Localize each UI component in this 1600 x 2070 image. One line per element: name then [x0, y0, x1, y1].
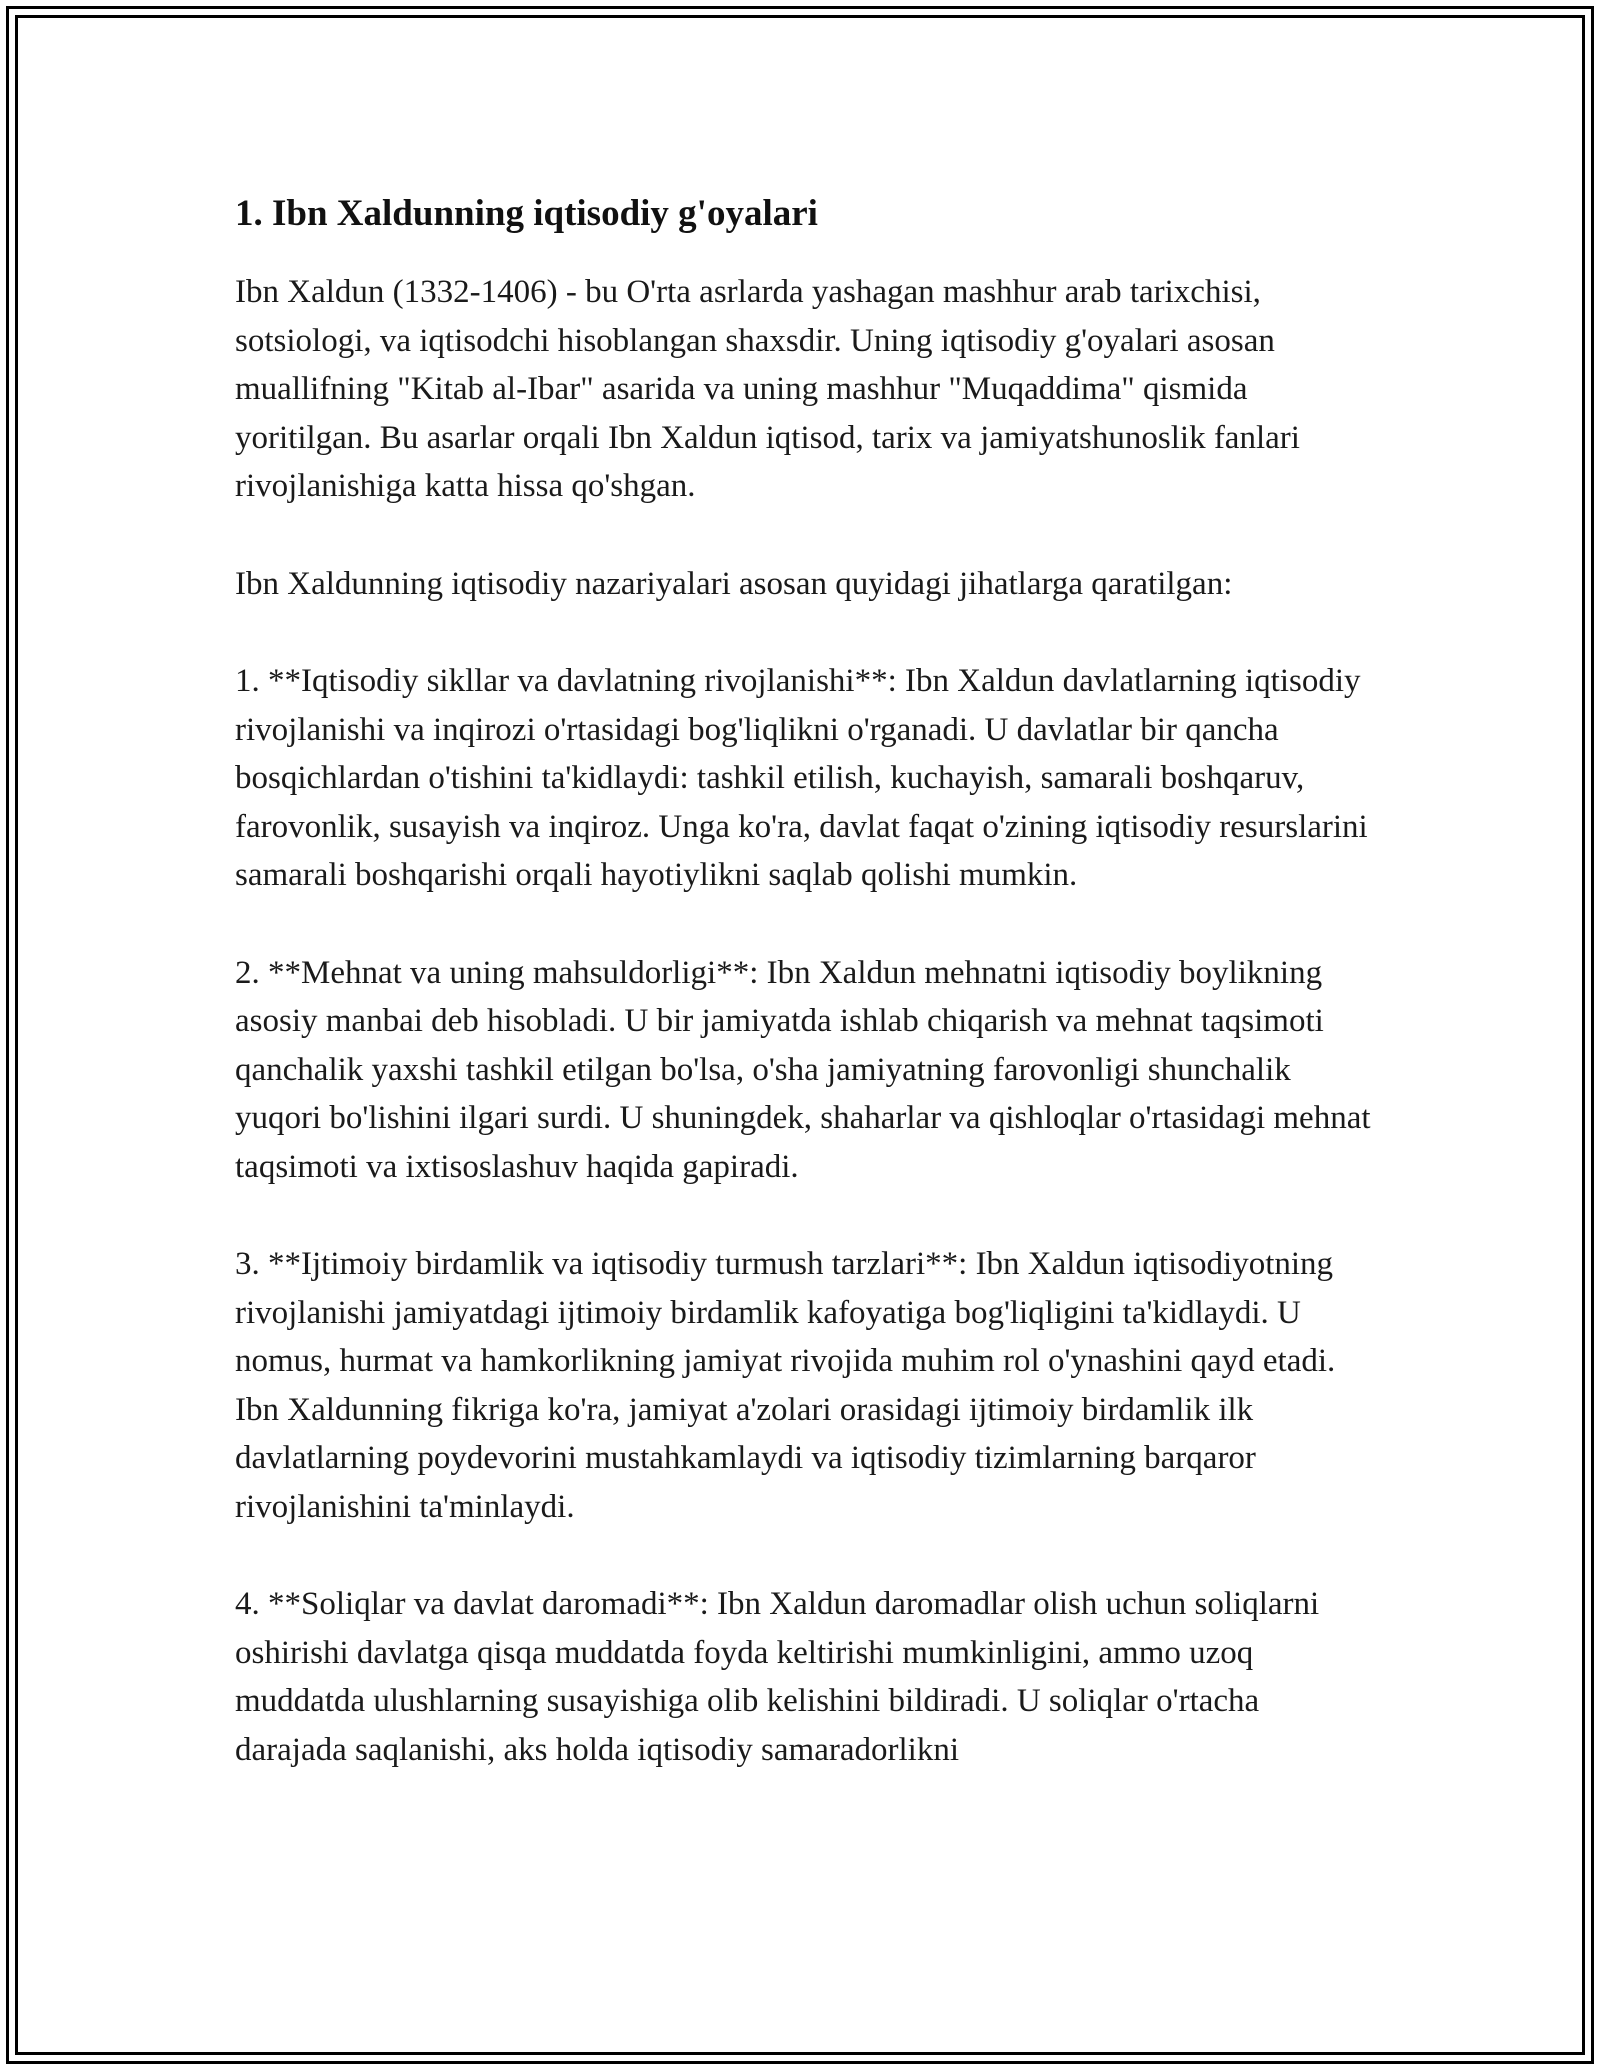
paragraph-point-4: 4. **Soliqlar va davlat daromadi**: Ibn Xaldun daromadlar olish uchun soliqlarni oshirishi davlatga qisqa muddatda foyda keltirishi mumkinligini, ammo uzoq muddatda ulushlarning susayishiga olib kelishini bildiradi. U soliqlar o'rtacha darajada saqlanishi, aks holda iqtisodiy samaradorlikni [235, 1586, 1320, 1768]
paragraph-point-1: 1. **Iqtisodiy sikllar va davlatning rivojlanishi**: Ibn Xaldun davlatlarning iqtisodiy rivojlanishi va inqirozi o'rtasidagi bog'liqlikni o'rganadi. U davlatlar bir qancha bosqichlardan o'tishini ta'kidlaydi: tashkil etilish, kuchayish, samarali boshqaruv, farovonlik, susayish va inqiroz. Unga ko'ra, davlat faqat o'zining iqtisodiy resurslarini samarali boshqarishi orqali hayotiylikni saqlab qolishi mumkin. [235, 663, 1368, 893]
paragraph-lead-in: Ibn Xaldunning iqtisodiy nazariyalari asosan quyidagi jihatlarga qaratilgan: [235, 565, 1233, 602]
paragraph-point-3: 3. **Ijtimoiy birdamlik va iqtisodiy turmush tarzlari**: Ibn Xaldun iqtisodiyotning rivojlanishi jamiyatdagi ijtimoiy birdamlik kafoyatiga bog'liqligini ta'kidlaydi. U nomus, hurmat va hamkorlikning jamiyat rivojida muhim rol o'ynashini qayd etadi. Ibn Xaldunning fikriga ko'ra, jamiyat a'zolari orasidagi ijtimoiy birdamlik ilk davlatlarning poydevorini mustahkamlaydi va iqtisodiy tizimlarning barqaror rivojlanishini ta'minlaydi. [235, 1246, 1336, 1525]
paragraph-point-2: 2. **Mehnat va uning mahsuldorligi**: Ibn Xaldun mehnatni iqtisodiy boylikning asosiy manbai deb hisobladi. U bir jamiyatda ishlab chiqarish va mehnat taqsimoti qanchalik yaxshi tashkil etilgan bo'lsa, o'sha jamiyatning farovonligi shunchalik yuqori bo'lishini ilgari surdi. U shuningdek, shaharlar va qishloqlar o'rtasidagi mehnat taqsimoti va ixtisoslashuv haqida gapiradi. [235, 954, 1371, 1185]
section-heading: 1. Ibn Xaldunning iqtisodiy g'oyalari [235, 193, 818, 234]
paragraph-intro: Ibn Xaldun (1332-1406) - bu O'rta asrlarda yashagan mashhur arab tarixchisi, sotsiologi, va iqtisodchi hisoblangan shaxsdir. Uning iqtisodiy g'oyalari asosan muallifning "Kitab al-Ibar" asarida va uning mashhur "Muqaddima" qismida yoritilgan. Bu asarlar orqali Ibn Xaldun iqtisod, tarix va jamiyatshunoslik fanlari rivojlanishiga katta hissa qo'shgan. [235, 274, 1300, 504]
document-body [235, 188, 1375, 1823]
